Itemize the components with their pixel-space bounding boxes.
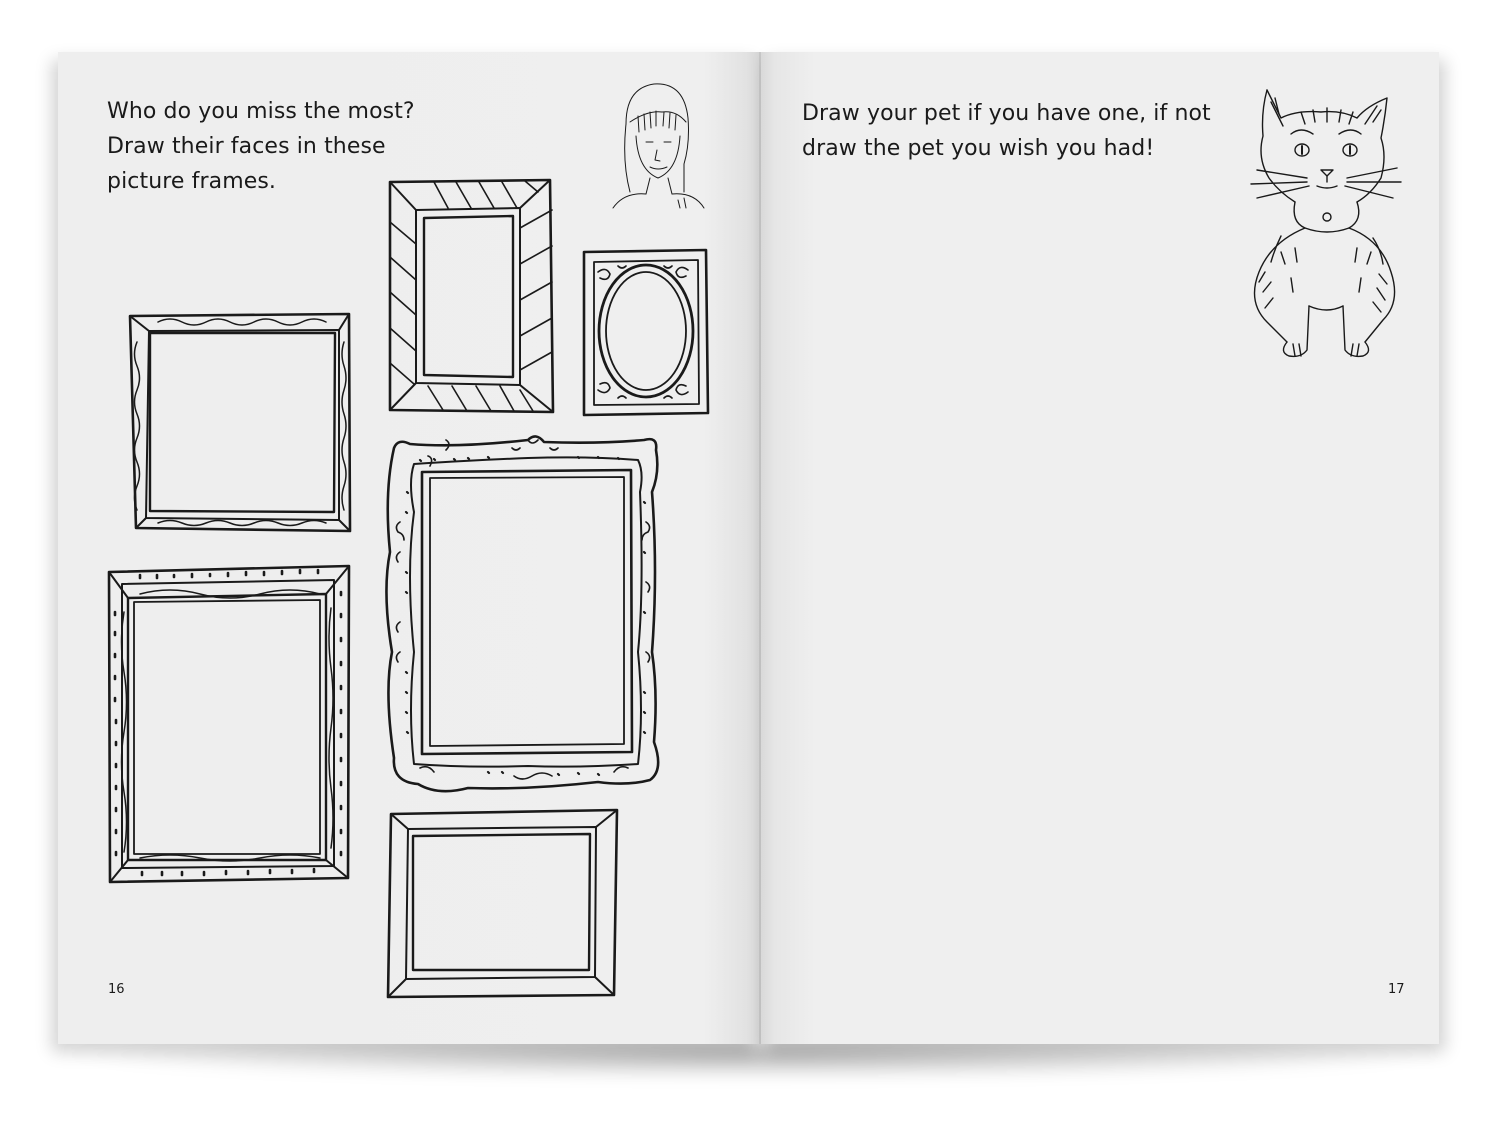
portrait-sketch-icon bbox=[613, 84, 704, 208]
left-page bbox=[58, 52, 760, 1044]
prompt-line: draw the pet you wish you had! bbox=[802, 136, 1155, 161]
prompt-line: Draw their faces in these bbox=[107, 134, 386, 159]
hatched-picture-frame bbox=[390, 180, 553, 412]
prompt-line: picture frames. bbox=[107, 169, 277, 194]
right-page-illustrations bbox=[761, 52, 1439, 1044]
plain-picture-frame bbox=[388, 810, 617, 997]
dotted-picture-frame bbox=[109, 566, 349, 882]
prompt-line: Draw your pet if you have one, if not bbox=[802, 101, 1211, 126]
cat-sketch-icon bbox=[1251, 90, 1401, 356]
prompt-line: Who do you miss the most? bbox=[107, 99, 415, 124]
baroque-picture-frame bbox=[386, 436, 658, 791]
oval-picture-frame bbox=[584, 250, 708, 415]
left-page-illustrations bbox=[58, 52, 760, 1044]
page-number: 17 bbox=[1388, 982, 1405, 997]
wavy-picture-frame bbox=[130, 314, 350, 531]
page-number: 16 bbox=[108, 982, 125, 997]
right-page bbox=[761, 52, 1439, 1044]
